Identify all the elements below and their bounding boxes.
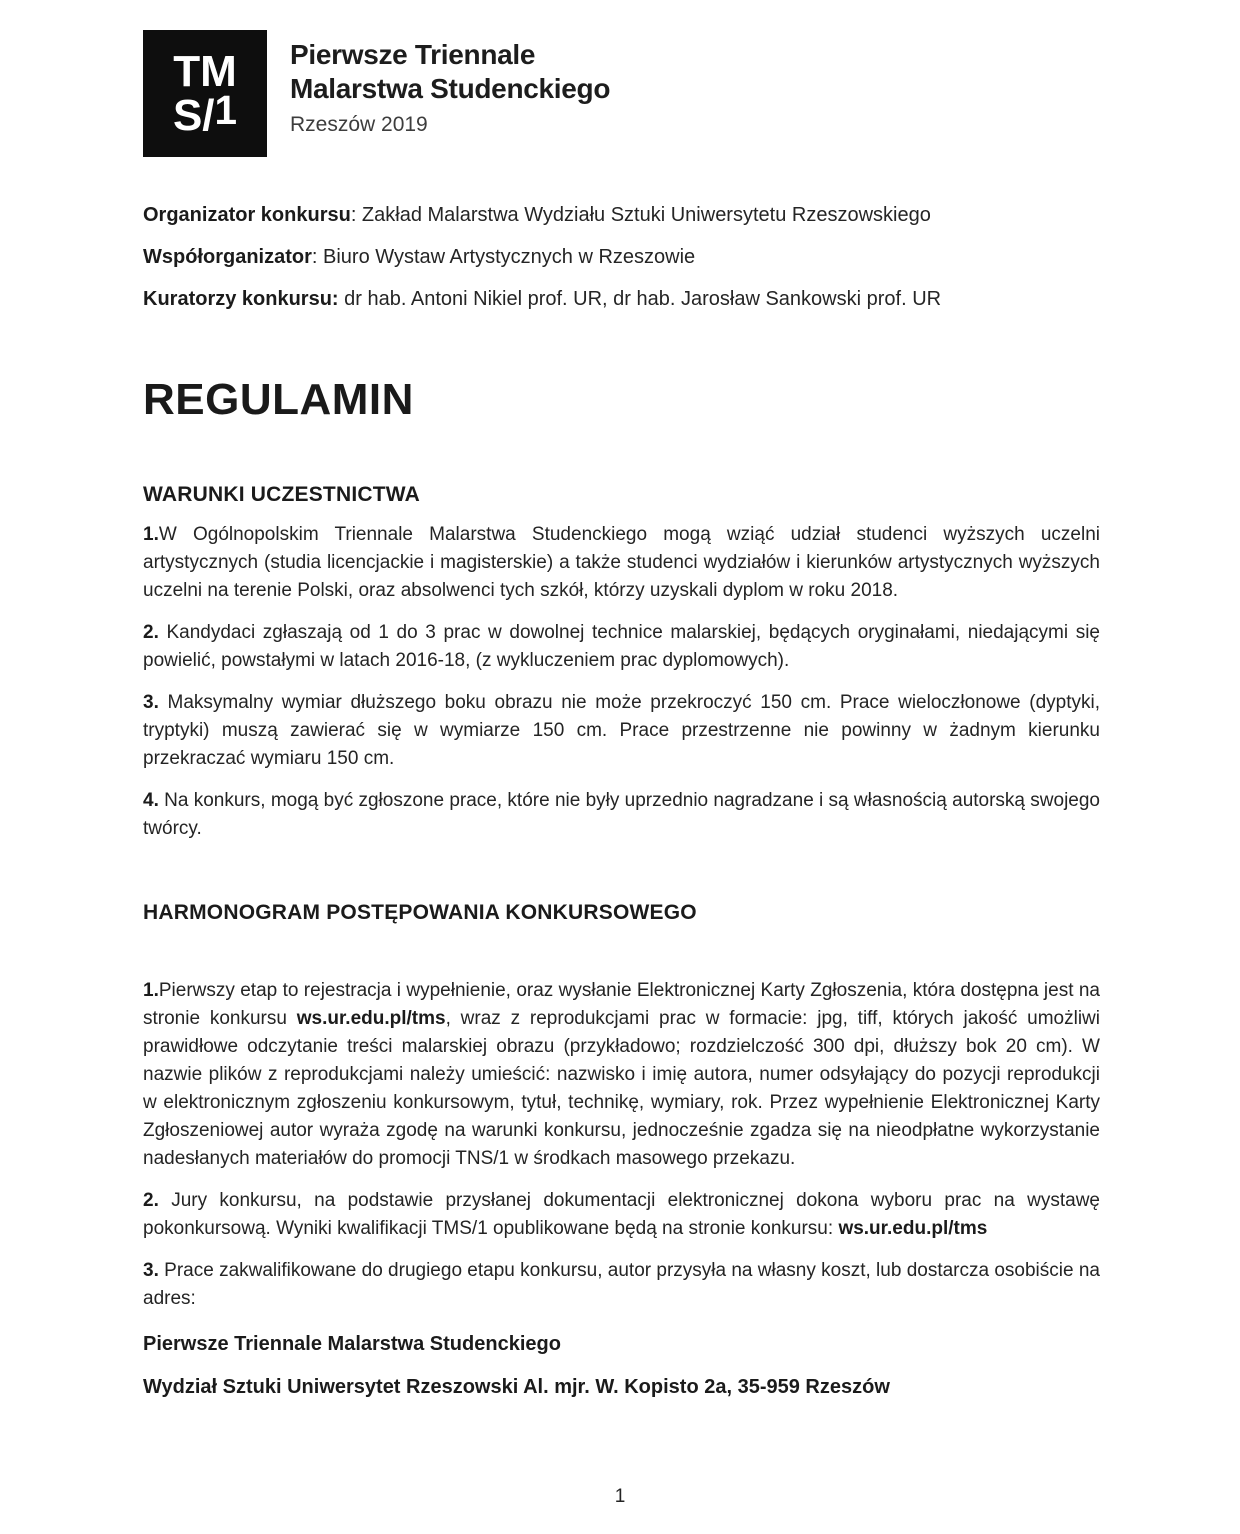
coorganizer-value: : Biuro Wystaw Artystycznych w Rzeszowie — [311, 246, 696, 268]
warunki-paragraph-2: 2. Kandydaci zgłaszają od 1 do 3 prac w dowolnej technice malarskiej, będących oryginałami, niedającymi się powielić, powstałymi w latach 2016-18, (z wykluczeniem prac dyplomowych). — [143, 622, 1100, 671]
contest-url: ws.ur.edu.pl/tms — [838, 1218, 988, 1239]
organizer-line — [143, 203, 1100, 227]
organizer-label: Organizator konkursu — [143, 204, 351, 226]
document-title-line2: Malarstwa Studenckiego — [290, 73, 611, 104]
harmonogram-heading: HARMONOGRAM POSTĘPOWANIA KONKURSOWEGO — [143, 901, 697, 924]
address-line-1: Pierwsze Triennale Malarstwa Studenckiego — [143, 1333, 561, 1355]
curators-value: dr hab. Antoni Nikiel prof. UR, dr hab. Jarosław Sankowski prof. UR — [338, 288, 942, 310]
logo-line2: S/1 — [172, 86, 238, 140]
curators-line — [143, 287, 1100, 311]
page-footer — [0, 1486, 1240, 1508]
coorganizer-line — [143, 245, 1100, 269]
curators-label: Kuratorzy konkursu: — [143, 288, 339, 310]
warunki-paragraph-1: 1.W Ogólnopolskim Triennale Malarstwa Studenckiego mogą wziąć udział studenci wyższych uczelni artystycznych (studia licencjackie i magisterskie) a także studenci wydziałów i kierunków artystycznych wyższych uczelni na terenie Polski, oraz absolwenci tych szkół, którzy uzyskali dyplom w roku 2018. — [143, 524, 1100, 601]
harmonogram-paragraph-3: 3. Prace zakwalifikowane do drugiego etapu konkursu, autor przysyła na własny koszt, lub dostarcza osobiście na adres: — [143, 1260, 1100, 1309]
warunki-heading: WARUNKI UCZESTNICTWA — [143, 483, 420, 506]
coorganizer-label: Współorganizator — [143, 246, 312, 268]
page-title: REGULAMIN — [143, 375, 414, 424]
warunki-paragraph-4: 4. Na konkurs, mogą być zgłoszone prace, które nie były uprzednio nagradzane i są własnością autorską swojego twórcy. — [143, 790, 1100, 839]
harmonogram-paragraph-2: 2. Jury konkursu, na podstawie przysłanej dokumentacji elektronicznej dokona wyboru prac na wystawę pokonkursową. Wyniki kwalifikacji TMS/1 opublikowane będą na stronie konkursu: ws.ur.edu.pl/tms — [143, 1190, 1100, 1239]
contest-url: ws.ur.edu.pl/tms — [296, 1008, 446, 1029]
document-subtitle: Rzeszów 2019 — [290, 113, 428, 136]
logo-line1: TM — [173, 47, 237, 97]
section-harmonogram — [143, 901, 1100, 1399]
page-number: 1 — [614, 1486, 626, 1507]
organizer-value: : Zakład Malarstwa Wydziału Sztuki Uniwersytetu Rzeszowskiego — [350, 204, 931, 226]
harmonogram-paragraph-1: 1.Pierwszy etap to rejestracja i wypełnienie, oraz wysłanie Elektronicznej Karty Zgłoszenia, która dostępna jest na stronie konkursu ws.ur.edu.pl/tms, wraz z reprodukcjami prac w formacie: jpg, tiff, których jakość umożliwi prawidłowe odczytanie treści malarskiej obrazu (przykładowo; rozdzielczość 300 dpi, dłuższy bok 20 cm). W nazwie plików z reprodukcjami należy umieścić: nazwisko i imię autora, numer odsyłający do pozycji reprodukcji w elektronicznym zgłoszeniu konkursowym, tytuł, technikę, wymiary, rok. Przez wypełnienie Elektronicznej Karty Zgłoszeniowej autor wyraża zgodę na warunki konkursu, jednocześnie zgadza się na nieodpłatne wykorzystanie nadesłanych materiałów do promocji TNS/1 w środkach masowego przekazu. — [143, 980, 1101, 1169]
document-header — [143, 30, 1100, 157]
organizer-info — [143, 203, 1100, 311]
address-line-2: Wydział Sztuki Uniwersytet Rzeszowski Al. mjr. W. Kopisto 2a, 35-959 Rzeszów — [143, 1376, 890, 1398]
section-warunki-uczestnictwa — [143, 483, 1100, 843]
document-title-line1: Pierwsze Triennale — [290, 39, 536, 70]
warunki-paragraph-3: 3. Maksymalny wymiar dłuższego boku obrazu nie może przekroczyć 150 cm. Prace wieloczłonowe (dyptyki, tryptyki) muszą zawierać się w wymiarze 150 cm. Prace przestrzenne nie powinny w żadnym kierunku przekraczać wymiaru 150 cm. — [143, 692, 1100, 769]
title-block — [290, 30, 610, 137]
tms-logo — [143, 30, 267, 157]
